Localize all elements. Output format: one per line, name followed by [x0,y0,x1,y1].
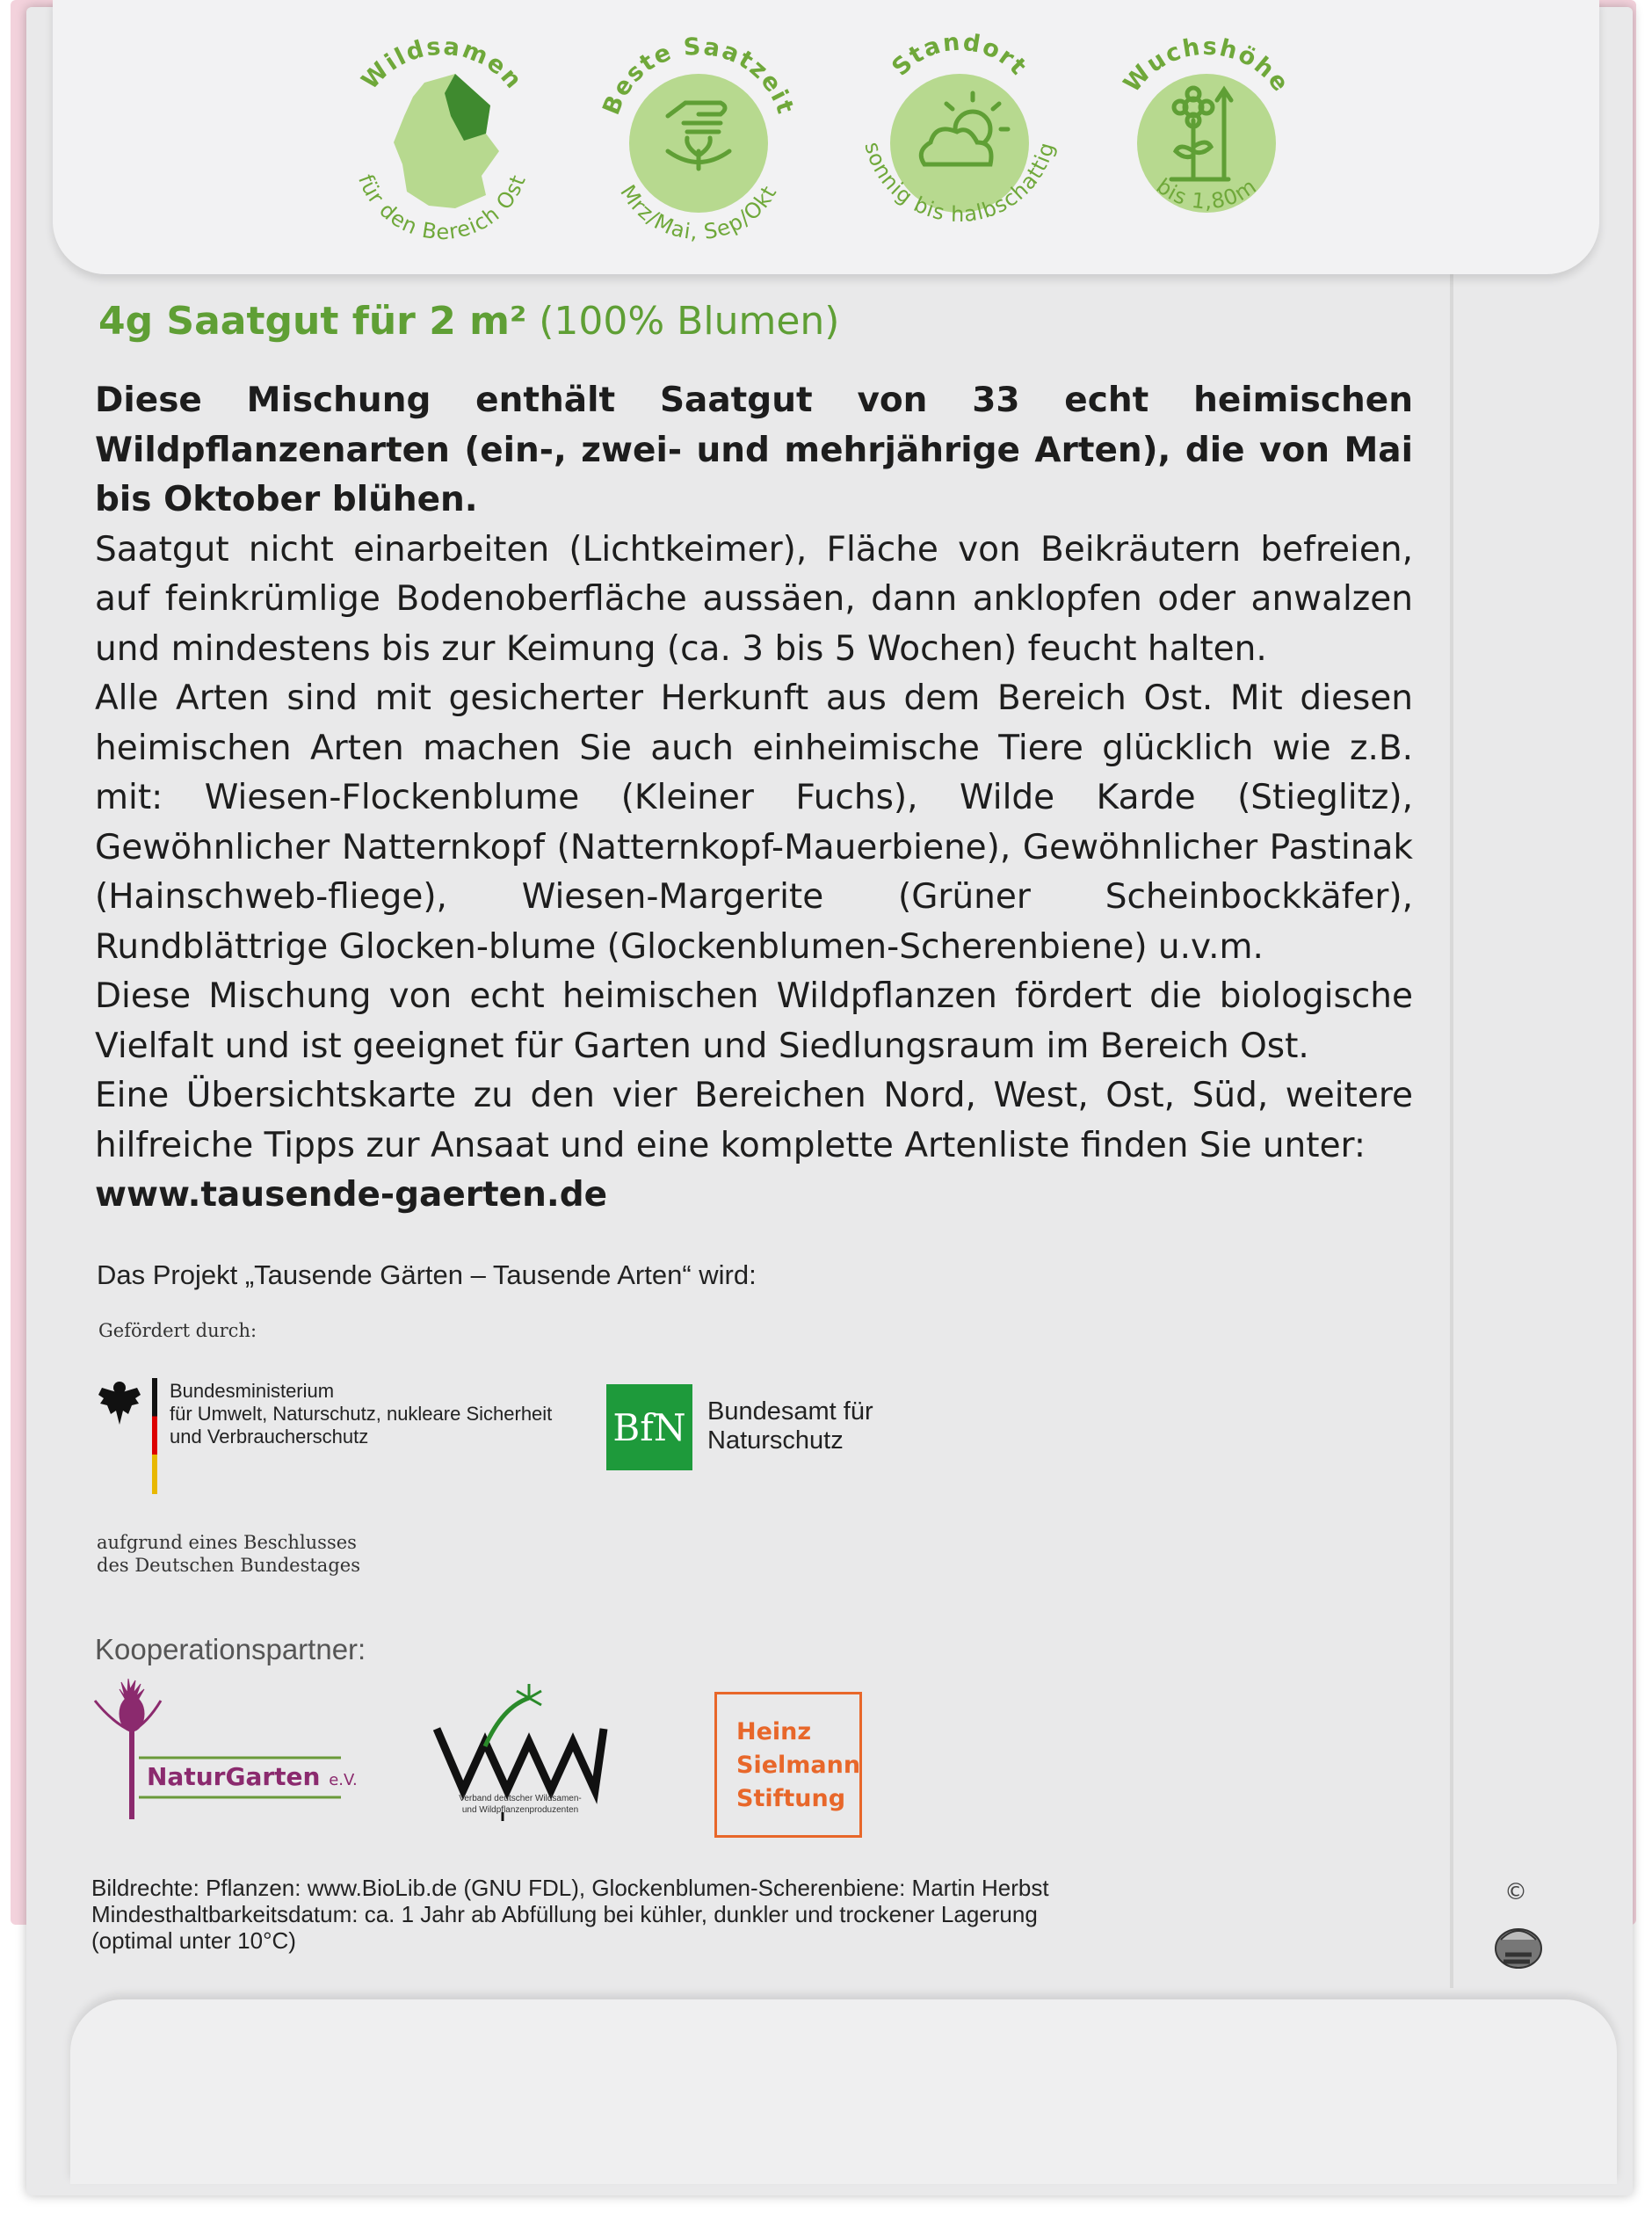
diversity-paragraph: Diese Mischung von echt heimischen Wildpflanzen fördert die biologische Vielfalt und ist geeignet für Garten und Siedlungsraum im Bereich Ost. [95,976,1413,1066]
badge-top-label: Standort [887,28,1033,82]
vww-line: Verband deutscher Wildsamen- [459,1794,582,1803]
germany-map-icon [332,19,552,274]
credits-line: (optimal unter 10°C) [91,1927,296,1954]
sielmann-line: Sielmann [736,1752,861,1779]
seed-quantity-headline [98,299,839,344]
bfn-logo-mark: BfN [612,1405,686,1449]
svg-text:Wuchshöhe [1119,33,1295,98]
website-link[interactable]: www.tausende-gaerten.de [95,1175,608,1215]
origin-paragraph: Alle Arten sind mit gesicherter Herkunft aus dem Bereich Ost. Mit diesen heimischen Arten machen Sie auch einheimische Tiere glücklich wie z.B. mit: Wiesen-Flockenblume (Kleiner Fuchs), Wilde Karde (Stieglitz), Gewöhnlicher Natternkopf (Natternkopf-Mauerbiene), Gewöhnlicher Pastinak (Hainschweb-fliege), Wiesen-Margerite (Grüner Scheinbockkäfer), Rundblättrige Glocken-blume (Glockenblumen-Scherenbiene) u.v.m. [95,678,1413,967]
badge-wuchshoehe [1097,19,1316,274]
credits-line: Bildrechte: Pflanzen: www.BioLib.de (GNU FDL), Glockenblumen-Scherenbiene: Martin Herbst [91,1875,1049,1901]
badge-saatzeit [589,19,808,274]
badge-top-label: Wuchshöhe [1118,33,1295,98]
sielmann-line: Heinz [736,1718,812,1745]
svg-text:Mrz/Mai, Sep/Okt [615,180,781,244]
headline-extra: (100% Blumen) [526,299,840,344]
svg-text:Beste Saatzeit [598,33,799,119]
badge-standort [850,19,1069,274]
bfn-line: Naturschutz [707,1426,844,1455]
badge-bottom-label: sonnig bis halbschattig [859,139,1060,228]
badge-top-label: Beste Saatzeit [598,33,800,119]
headline-main: 4g Saatgut für 2 m² [98,299,527,344]
description-text [95,376,1413,1221]
bfn-logo-text [707,1397,873,1455]
decision-line: aufgrund eines Beschlusses [97,1532,357,1553]
project-line: Das Projekt „Tausende Gärten – Tausende Arten“ wird: [97,1259,757,1290]
svg-text:Standort [887,28,1032,81]
bfn-line: Bundesamt für [707,1397,873,1426]
intro-paragraph: Diese Mischung enthält Saatgut von 33 echt heimischen Wildpflanzenarten (ein-, zwei- und mehrjährige Arten), die von Mai bis Oktober blühen. [95,381,1413,519]
bmu-logo-text [170,1380,552,1448]
naturgarten-text [147,1762,358,1791]
decision-line: des Deutschen Bundestages [97,1555,360,1576]
envelope-top-flap [53,0,1599,274]
flower-height-icon [1097,19,1316,274]
copyright-symbol: © [1504,1879,1527,1905]
bmu-line: und Verbraucherschutz [170,1426,369,1448]
envelope-fold-edge [1450,274,1453,1988]
badge-top-label: Wildsamen [356,33,528,96]
sowing-instructions: Saatgut nicht einarbeiten (Lichtkeimer), Fläche von Beikräutern befreien, auf feinkrümlige Bodenoberfläche aussäen, dann anklopfen oder anwalzen und mindestens bis zur Keimung (ca. 3 bis 5 Wochen) feucht halten. [95,529,1413,669]
funded-by-label: Gefördert durch: [98,1320,257,1341]
naturgarten-name: NaturGarten [147,1762,321,1791]
sielmann-stiftung-logo [714,1692,862,1838]
sielmann-line: Stiftung [736,1785,846,1812]
naturgarten-suffix: e.V. [329,1771,358,1789]
vww-line: und Wildpflanzenproduzenten [461,1805,579,1815]
sun-cloud-icon [850,19,1069,274]
overview-paragraph: Eine Übersichtskarte zu den vier Bereichen Nord, West, Ost, Süd, weitere hilfreiche Tipps zur Ansaat und eine komplette Artenliste finden Sie unter: [95,1076,1413,1165]
partners-heading: Kooperationspartner: [95,1633,366,1665]
hand-seed-icon [589,19,808,274]
credits-line: Mindesthaltbarkeitsdatum: ca. 1 Jahr ab Abfüllung bei kühler, dunkler und trockener Lagerung [91,1901,1038,1927]
federal-eagle-icon [95,1375,144,1428]
badge-bottom-label: Mrz/Mai, Sep/Okt [615,180,782,245]
bfn-logo [606,1384,692,1470]
envelope-bottom-flap [70,1999,1617,2184]
naturgarten-logo [86,1679,350,1819]
badge-wildsamen [332,19,552,274]
badge-bottom-label: bis 1,80m [1151,173,1262,214]
bundestag-decision-note [97,1531,360,1577]
bee-icon [1479,1909,1558,1979]
german-flag-bar [152,1378,157,1494]
bmu-line: Bundesministerium [170,1380,335,1402]
image-credits [91,1875,1049,1954]
vww-text [437,1793,604,1816]
badge-bottom-label: für den Bereich Ost [352,171,532,245]
bmu-line: für Umwelt, Naturschutz, nukleare Sicherheit [170,1403,553,1425]
